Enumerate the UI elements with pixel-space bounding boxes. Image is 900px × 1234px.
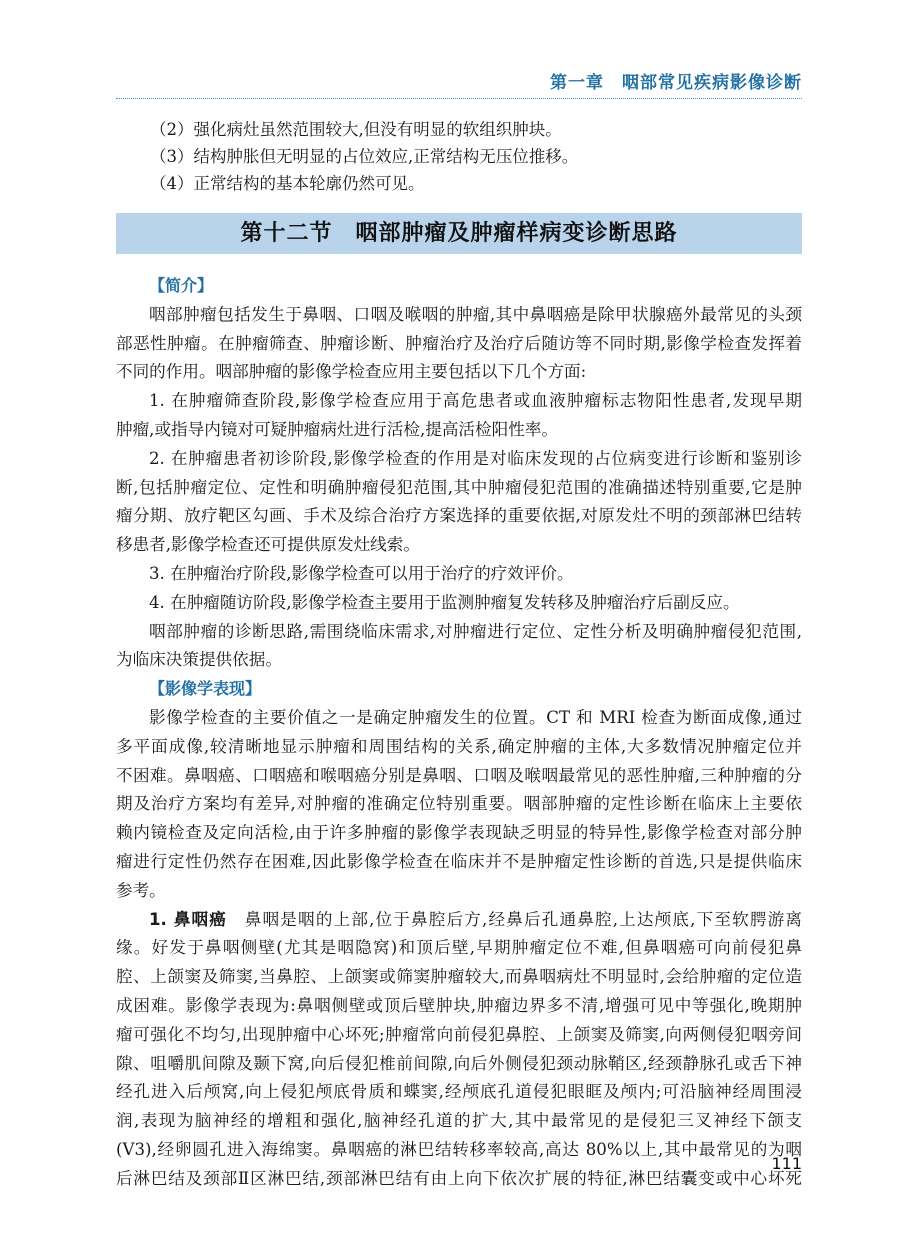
body-text [116,272,802,1194]
paragraph-line: 成困难。影像学表现为:鼻咽侧壁或顶后壁肿块,肿瘤边界多不清,增强可见中等强化,晚期肿 [116,995,802,1015]
imaging-label: 【影像学表现】 [149,679,262,699]
npc-heading: 1. 鼻咽癌 [149,909,228,929]
paragraph-line: 后淋巴结及颈部Ⅱ区淋巴结,颈部淋巴结有由上向下依次扩展的特征,淋巴结囊变或中心坏死 [116,1168,802,1188]
paragraph-line: 不困难。鼻咽癌、口咽癌和喉咽癌分别是鼻咽、口咽及喉咽最常见的恶性肿瘤,三种肿瘤的分 [116,765,802,785]
paragraph-line: 2. 在肿瘤患者初诊阶段,影像学检查的作用是对临床发现的占位病变进行诊断和鉴别诊 [149,448,802,468]
paragraph-line: 瘤进行定性仍然存在困难,因此影像学检查在临床并不是肿瘤定性诊断的首选,只是提供临床 [116,851,802,871]
intro-label: 【简介】 [149,276,214,295]
header-divider [116,98,802,99]
paragraph-line: 部恶性肿瘤。在肿瘤筛查、肿瘤诊断、肿瘤治疗及治疗后随访等不同时期,影像学检查发挥着 [116,333,802,353]
paragraph-line: 为临床决策提供依据。 [116,650,282,670]
top-list [150,116,800,197]
paragraph-line: 隙、咀嚼肌间隙及颞下窝,向后侵犯椎前间隙,向后外侧侵犯颈动脉鞘区,经颈静脉孔或舌下神 [116,1053,802,1073]
paragraph-line [116,906,802,935]
paragraph-line: 断,包括肿瘤定位、定性和明确肿瘤侵犯范围,其中肿瘤侵犯范围的准确描述特别重要,它是肿 [116,477,802,497]
section-title: 第十二节 咽部肿瘤及肿瘤样病变诊断思路 [116,213,802,254]
paragraph-line: 期及治疗方案均有差异,对肿瘤的准确定位特别重要。咽部肿瘤的定性诊断在临床上主要依 [116,794,802,814]
page-number: 111 [771,1154,802,1173]
list-item: （3）结构肿胀但无明显的占位效应,正常结构无压位推移。 [150,147,579,166]
paragraph-line: 参考。 [116,880,166,900]
paragraph-line: 瘤分期、放疗靶区勾画、手术及综合治疗方案选择的重要依据,对原发灶不明的颈部淋巴结转 [116,506,802,526]
paragraph-line: 4. 在肿瘤随访阶段,影像学检查主要用于监测肿瘤复发转移及肿瘤治疗后副反应。 [149,592,740,612]
paragraph-line: 影像学检查的主要价值之一是确定肿瘤发生的位置。CT 和 MRI 检查为断面成像,通过 [149,707,802,727]
paragraph-line: 不同的作用。咽部肿瘤的影像学检查应用主要包括以下几个方面: [116,362,587,382]
paragraph-line: 移患者,影像学检查还可提供原发灶线索。 [116,535,420,555]
list-item: （4）正常结构的基本轮廓仍然可见。 [150,174,425,193]
paragraph-line: 润,表现为脑神经的增粗和强化,脑神经孔道的扩大,其中最常见的是侵犯三叉神经下颌支 [116,1111,802,1131]
paragraph-line: 3. 在肿瘤治疗阶段,影像学检查可以用于治疗的疗效评价。 [149,563,574,583]
paragraph-line: 赖内镜检查及定向活检,由于许多肿瘤的影像学表现缺乏明显的特异性,影像学检查对部分肿 [116,823,802,843]
paragraph-line: 经孔进入后颅窝,向上侵犯颅底骨质和蝶窦,经颅底孔道侵犯眼眶及颅内;可沿脑神经周围浸 [116,1082,802,1102]
paragraph-line: 肿瘤,或指导内镜对可疑肿瘤病灶进行活检,提高活检阳性率。 [116,419,558,439]
paragraph-line: 瘤可强化不均匀,出现肿瘤中心坏死;肿瘤常向前侵犯鼻腔、上颌窦及筛窦,向两侧侵犯咽旁间 [116,1024,802,1044]
running-header: 第一章 咽部常见疾病影像诊断 [550,73,802,93]
paragraph-line: (V3),经卵圆孔进入海绵窦。鼻咽癌的淋巴结转移率较高,高达 80%以上,其中最常见的为咽 [116,1139,802,1159]
paragraph-line: 咽部肿瘤包括发生于鼻咽、口咽及喉咽的肿瘤,其中鼻咽癌是除甲状腺癌外最常见的头颈 [149,304,802,324]
list-item: （2）强化病灶虽然范围较大,但没有明显的软组织肿块。 [150,120,562,139]
paragraph-line: 多平面成像,较清晰地显示肿瘤和周围结构的关系,确定肿瘤的主体,大多数情况肿瘤定位并 [116,736,802,756]
paragraph-line: 缘。好发于鼻咽侧壁(尤其是咽隐窝)和顶后壁,早期肿瘤定位不难,但鼻咽癌可向前侵犯鼻 [116,938,802,958]
paragraph-line: 腔、上颌窦及筛窦,当鼻腔、上颌窦或筛窦肿瘤较大,而鼻咽病灶不明显时,会给肿瘤的定位造 [116,967,802,987]
paragraph-line: 1. 在肿瘤筛查阶段,影像学检查应用于高危患者或血液肿瘤标志物阳性患者,发现早期 [149,391,802,411]
paragraph-line: 咽部肿瘤的诊断思路,需围绕临床需求,对肿瘤进行定位、定性分析及明确肿瘤侵犯范围, [149,621,802,641]
npc-first-line: 鼻咽是咽的上部,位于鼻腔后方,经鼻后孔通鼻腔,上达颅底,下至软腭游离 [227,909,802,929]
